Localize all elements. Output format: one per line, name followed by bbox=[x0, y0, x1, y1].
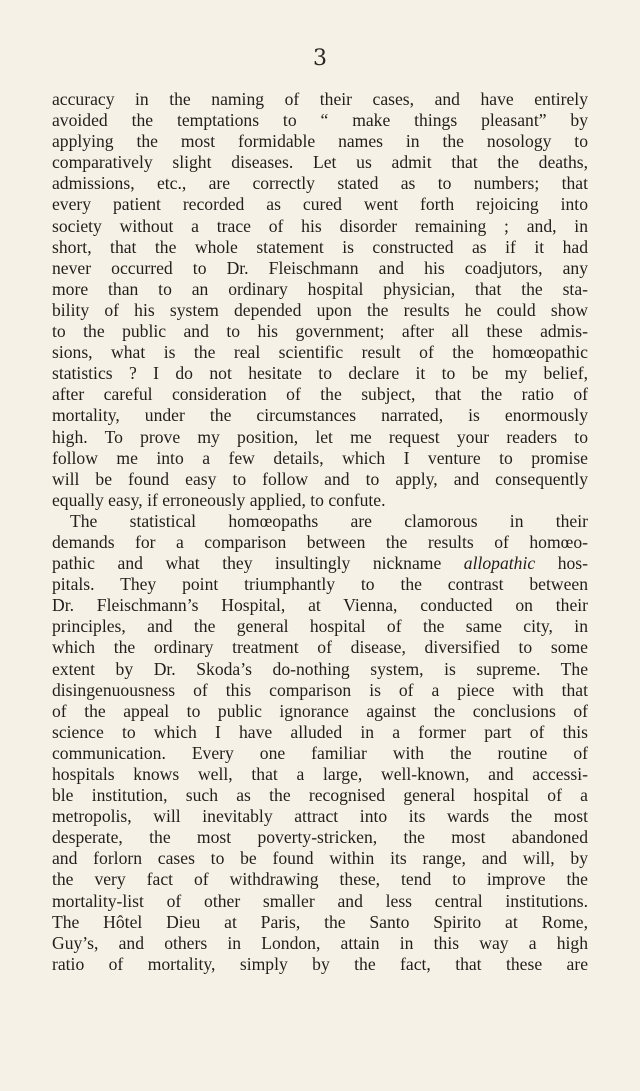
text-line: accuracy in the naming of their cases, and have entirely bbox=[52, 89, 588, 109]
text-line: of the appeal to public ignorance against the conclusions of bbox=[52, 700, 588, 721]
text-line: equally easy, if erroneously applied, to confute. bbox=[52, 489, 386, 510]
text-line: high. To prove my position, let me request your readers to bbox=[52, 426, 588, 447]
text-line: will be found easy to follow and to apply, and consequently bbox=[52, 468, 588, 489]
text-line: communication. Every one familiar with the routine of bbox=[52, 742, 588, 763]
text-line: principles, and the general hospital of the same city, in bbox=[52, 616, 588, 637]
text-line: society without a trace of his disorder remaining ; and, in bbox=[52, 215, 588, 236]
text-line: Dr. Fleischmann’s Hospital, at Vienna, conducted on their bbox=[52, 595, 588, 616]
text-line: avoided the temptations to “ make things pleasant” by bbox=[52, 110, 588, 131]
text-line: The Hôtel Dieu at Paris, the Santo Spirito at Rome, bbox=[52, 911, 588, 932]
text-line: follow me into a few details, which I venture to promise bbox=[52, 447, 588, 468]
body-text bbox=[52, 89, 588, 975]
text-line: more than to an ordinary hospital physician, that the sta- bbox=[52, 278, 588, 299]
text-line: disingenuousness of this comparison is of a piece with that bbox=[52, 679, 588, 700]
text-line: which the ordinary treatment of disease, diversified to some bbox=[52, 637, 588, 658]
text-line: Guy’s, and others in London, attain in this way a high bbox=[52, 932, 588, 953]
text-line: the very fact of withdrawing these, tend to improve the bbox=[52, 869, 588, 890]
text-line: desperate, the most poverty-stricken, the most abandoned bbox=[52, 827, 588, 848]
text-line: never occurred to Dr. Fleischmann and his coadjutors, any bbox=[52, 257, 588, 278]
text-line: applying the most formidable names in the nosology to bbox=[52, 131, 588, 152]
text-line bbox=[52, 553, 588, 574]
text-line: hospitals knows well, that a large, well-known, and accessi- bbox=[52, 764, 588, 784]
text-line: admissions, etc., are correctly stated as to numbers; that bbox=[52, 173, 588, 194]
text-segment: pathic and what they insultingly nickname bbox=[52, 553, 464, 574]
text-line: science to which I have alluded in a former part of this bbox=[52, 721, 588, 742]
text-line: extent by Dr. Skoda’s do-nothing system, is supreme. The bbox=[52, 658, 588, 679]
text-line: ble institution, such as the recognised general hospital of a bbox=[52, 785, 588, 806]
text-line: short, that the whole statement is constructed as if it had bbox=[52, 236, 588, 257]
text-line: to the public and to his government; after all these admis- bbox=[52, 321, 588, 342]
text-line: mortality, under the circumstances narrated, is enormously bbox=[52, 405, 588, 426]
page-number: 3 bbox=[313, 46, 327, 71]
text-line: The statistical homœopaths are clamorous in their bbox=[70, 510, 588, 531]
text-segment: hos- bbox=[535, 553, 588, 574]
text-line: mortality-list of other smaller and less central institutions. bbox=[52, 890, 588, 911]
text-line: bility of his system depended upon the results he could show bbox=[52, 299, 588, 320]
text-line: ratio of mortality, simply by the fact, that these are bbox=[52, 953, 588, 974]
text-line: after careful consideration of the subject, that the ratio of bbox=[52, 384, 588, 405]
italic-term: allopathic bbox=[463, 553, 536, 574]
text-line: metropolis, will inevitably attract into its wards the most bbox=[52, 806, 588, 827]
text-line: statistics ? I do not hesitate to declare it to be my belief, bbox=[52, 363, 588, 384]
text-line: every patient recorded as cured went forth rejoicing into bbox=[52, 194, 588, 215]
text-line: pitals. They point triumphantly to the contrast between bbox=[52, 574, 588, 595]
text-line: sions, what is the real scientific result of the homœopathic bbox=[52, 342, 588, 363]
text-line: comparatively slight diseases. Let us admit that the deaths, bbox=[52, 152, 588, 173]
text-line: and forlorn cases to be found within its range, and will, by bbox=[52, 848, 588, 869]
text-line: demands for a comparison between the results of homœo- bbox=[52, 531, 588, 552]
